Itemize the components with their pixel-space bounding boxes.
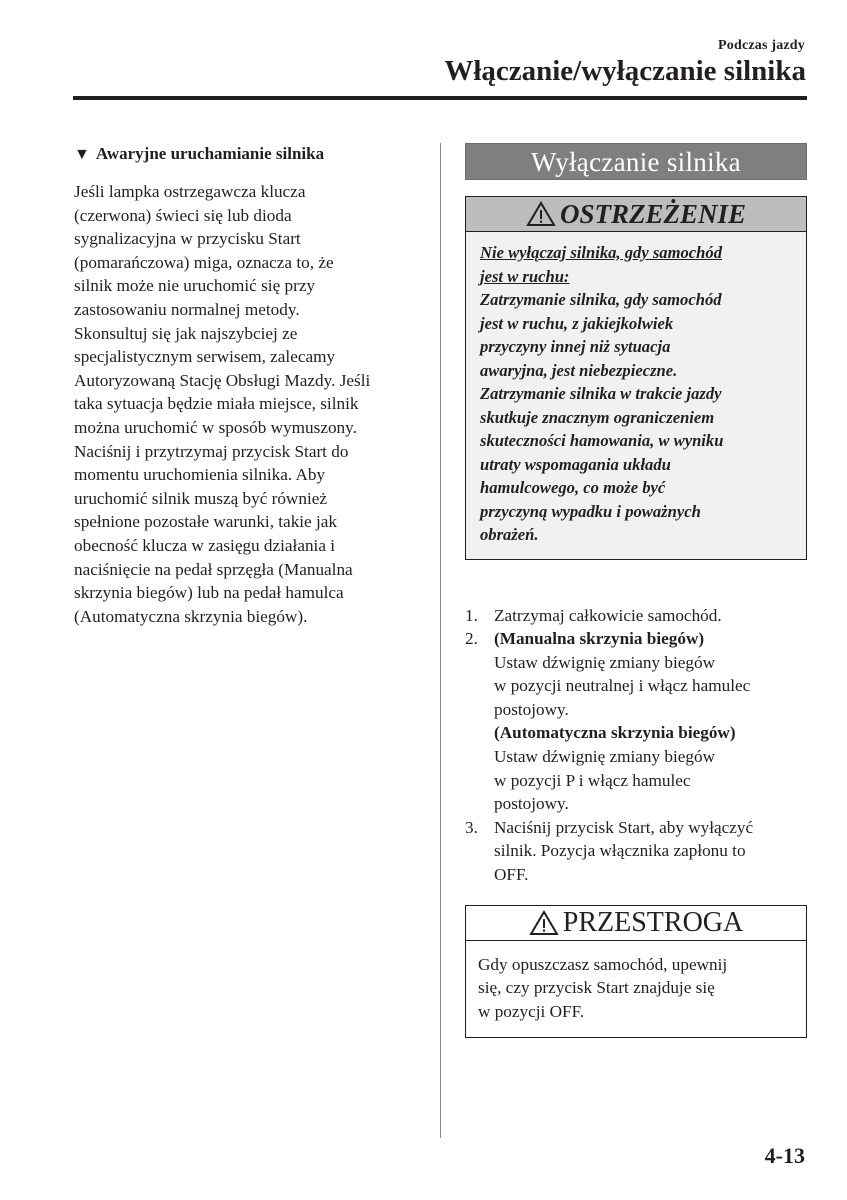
- step-line: Ustaw dźwignię zmiany biegów: [494, 747, 715, 767]
- step-line: postojowy.: [494, 794, 569, 814]
- subheading-emergency-start: [74, 143, 419, 166]
- step-number: 2.: [465, 629, 478, 649]
- paragraph-line: specjalistycznym serwisem, zalecamy: [74, 347, 336, 367]
- header-rule: [73, 96, 807, 100]
- automatic-gearbox-heading: (Automatyczna skrzynia biegów): [494, 723, 736, 743]
- warning-line: Zatrzymanie silnika w trakcie jazdy: [480, 384, 722, 403]
- step-line: Zatrzymaj całkowicie samochód.: [494, 605, 722, 625]
- warning-line: awaryjna, jest niebezpieczne.: [480, 360, 678, 380]
- step-text: [494, 604, 722, 628]
- step-number: 3.: [465, 817, 478, 837]
- paragraph-line: naciśnięcie na pedał sprzęgła (Manualna: [74, 559, 353, 579]
- paragraph-line: obecność klucza w zasięgu działania i: [74, 535, 336, 555]
- warning-heading-text: OSTRZEŻENIE: [559, 198, 747, 229]
- step-text: [494, 816, 753, 887]
- caution-heading-text: PRZESTROGA: [562, 906, 744, 938]
- warning-underlined-line: Nie wyłączaj silnika, gdy samochód: [480, 243, 722, 262]
- step-text: [494, 627, 750, 816]
- caution-line: Gdy opuszczasz samochód, upewnij: [478, 954, 728, 974]
- right-column: [465, 143, 807, 1038]
- caution-line: w pozycji OFF.: [478, 1001, 585, 1021]
- step-item: [465, 627, 807, 816]
- running-header-section: Podczas jazdy: [718, 38, 805, 53]
- paragraph-line: sygnalizacyjna w przycisku Start: [74, 229, 301, 249]
- page-number: 4-13: [764, 1143, 805, 1168]
- paragraph-line: (pomarańczowa) miga, oznacza to, że: [74, 252, 334, 272]
- warning-line: skutkuje znacznym ograniczeniem: [480, 407, 715, 427]
- warning-triangle-icon: [529, 910, 559, 936]
- paragraph-line: taka sytuacja będzie miała miejsce, silnik: [74, 394, 359, 414]
- warning-body: [466, 232, 806, 559]
- caution-line: się, czy przycisk Start znajduje się: [478, 978, 715, 998]
- paragraph-line: skrzynia biegów) lub na pedał hamulca: [74, 583, 344, 603]
- caution-box: [465, 905, 807, 1039]
- warning-line: przyczyny innej niż sytuacja: [480, 337, 671, 356]
- warning-underlined-line: jest w ruchu:: [480, 266, 570, 286]
- paragraph-line: uruchomić silnik muszą być również: [74, 488, 327, 508]
- page-title: Włączanie/wyłączanie silnika: [444, 55, 806, 87]
- paragraph-line: można uruchomić w sposób wymuszony.: [74, 417, 357, 437]
- step-line: silnik. Pozycja włącznika zapłonu to: [494, 841, 746, 861]
- paragraph-line: Jeśli lampka ostrzegawcza klucza: [74, 182, 306, 201]
- paragraph-line: Autoryzowaną Stację Obsługi Mazdy. Jeśli: [74, 370, 371, 390]
- warning-line: utraty wspomagania układu: [480, 454, 671, 474]
- left-column: [74, 143, 419, 628]
- manual-gearbox-heading: (Manualna skrzynia biegów): [494, 629, 705, 649]
- paragraph-line: Naciśnij i przytrzymaj przycisk Start do: [74, 441, 349, 461]
- warning-line: jest w ruchu, z jakiejkolwiek: [480, 313, 674, 333]
- warning-box: [465, 196, 807, 560]
- paragraph-line: Skonsultuj się jak najszybciej ze: [74, 323, 298, 343]
- column-divider: [440, 143, 441, 1138]
- paragraph-line: zastosowaniu normalnej metody.: [74, 299, 300, 319]
- step-item: [465, 604, 807, 628]
- warning-line: przyczyną wypadku i poważnych: [480, 501, 701, 521]
- step-item: [465, 816, 807, 887]
- procedure-steps: [465, 604, 807, 887]
- caution-body: [466, 941, 806, 1038]
- step-number: 1.: [465, 605, 478, 625]
- step-line: w pozycji neutralnej i włącz hamulec: [494, 676, 751, 696]
- section-title-bar: Wyłączanie silnika: [465, 143, 807, 180]
- triangle-marker-icon: ▼: [74, 146, 90, 163]
- warning-line: skuteczności hamowania, w wyniku: [480, 431, 724, 450]
- warning-line: obrażeń.: [480, 525, 539, 544]
- warning-heading: [466, 197, 806, 232]
- step-line: Naciśnij przycisk Start, aby wyłączyć: [494, 817, 754, 837]
- paragraph-line: (czerwona) świeci się lub dioda: [74, 205, 292, 225]
- emergency-start-paragraph: [74, 180, 419, 628]
- warning-line: hamulcowego, co może być: [480, 478, 666, 497]
- paragraph-line: spełnione pozostałe warunki, takie jak: [74, 512, 337, 532]
- warning-triangle-icon: [526, 201, 556, 227]
- warning-line: Zatrzymanie silnika, gdy samochód: [480, 290, 722, 309]
- step-line: Ustaw dźwignię zmiany biegów: [494, 652, 715, 672]
- caution-heading: [466, 906, 806, 941]
- subheading-text: Awaryjne uruchamianie silnika: [95, 144, 325, 163]
- step-line: postojowy.: [494, 699, 569, 719]
- paragraph-line: momentu uruchomienia silnika. Aby: [74, 465, 326, 485]
- paragraph-line: (Automatyczna skrzynia biegów).: [74, 606, 308, 626]
- paragraph-line: silnik może nie uruchomić się przy: [74, 276, 316, 296]
- step-line: w pozycji P i włącz hamulec: [494, 770, 691, 790]
- step-line: OFF.: [494, 865, 529, 885]
